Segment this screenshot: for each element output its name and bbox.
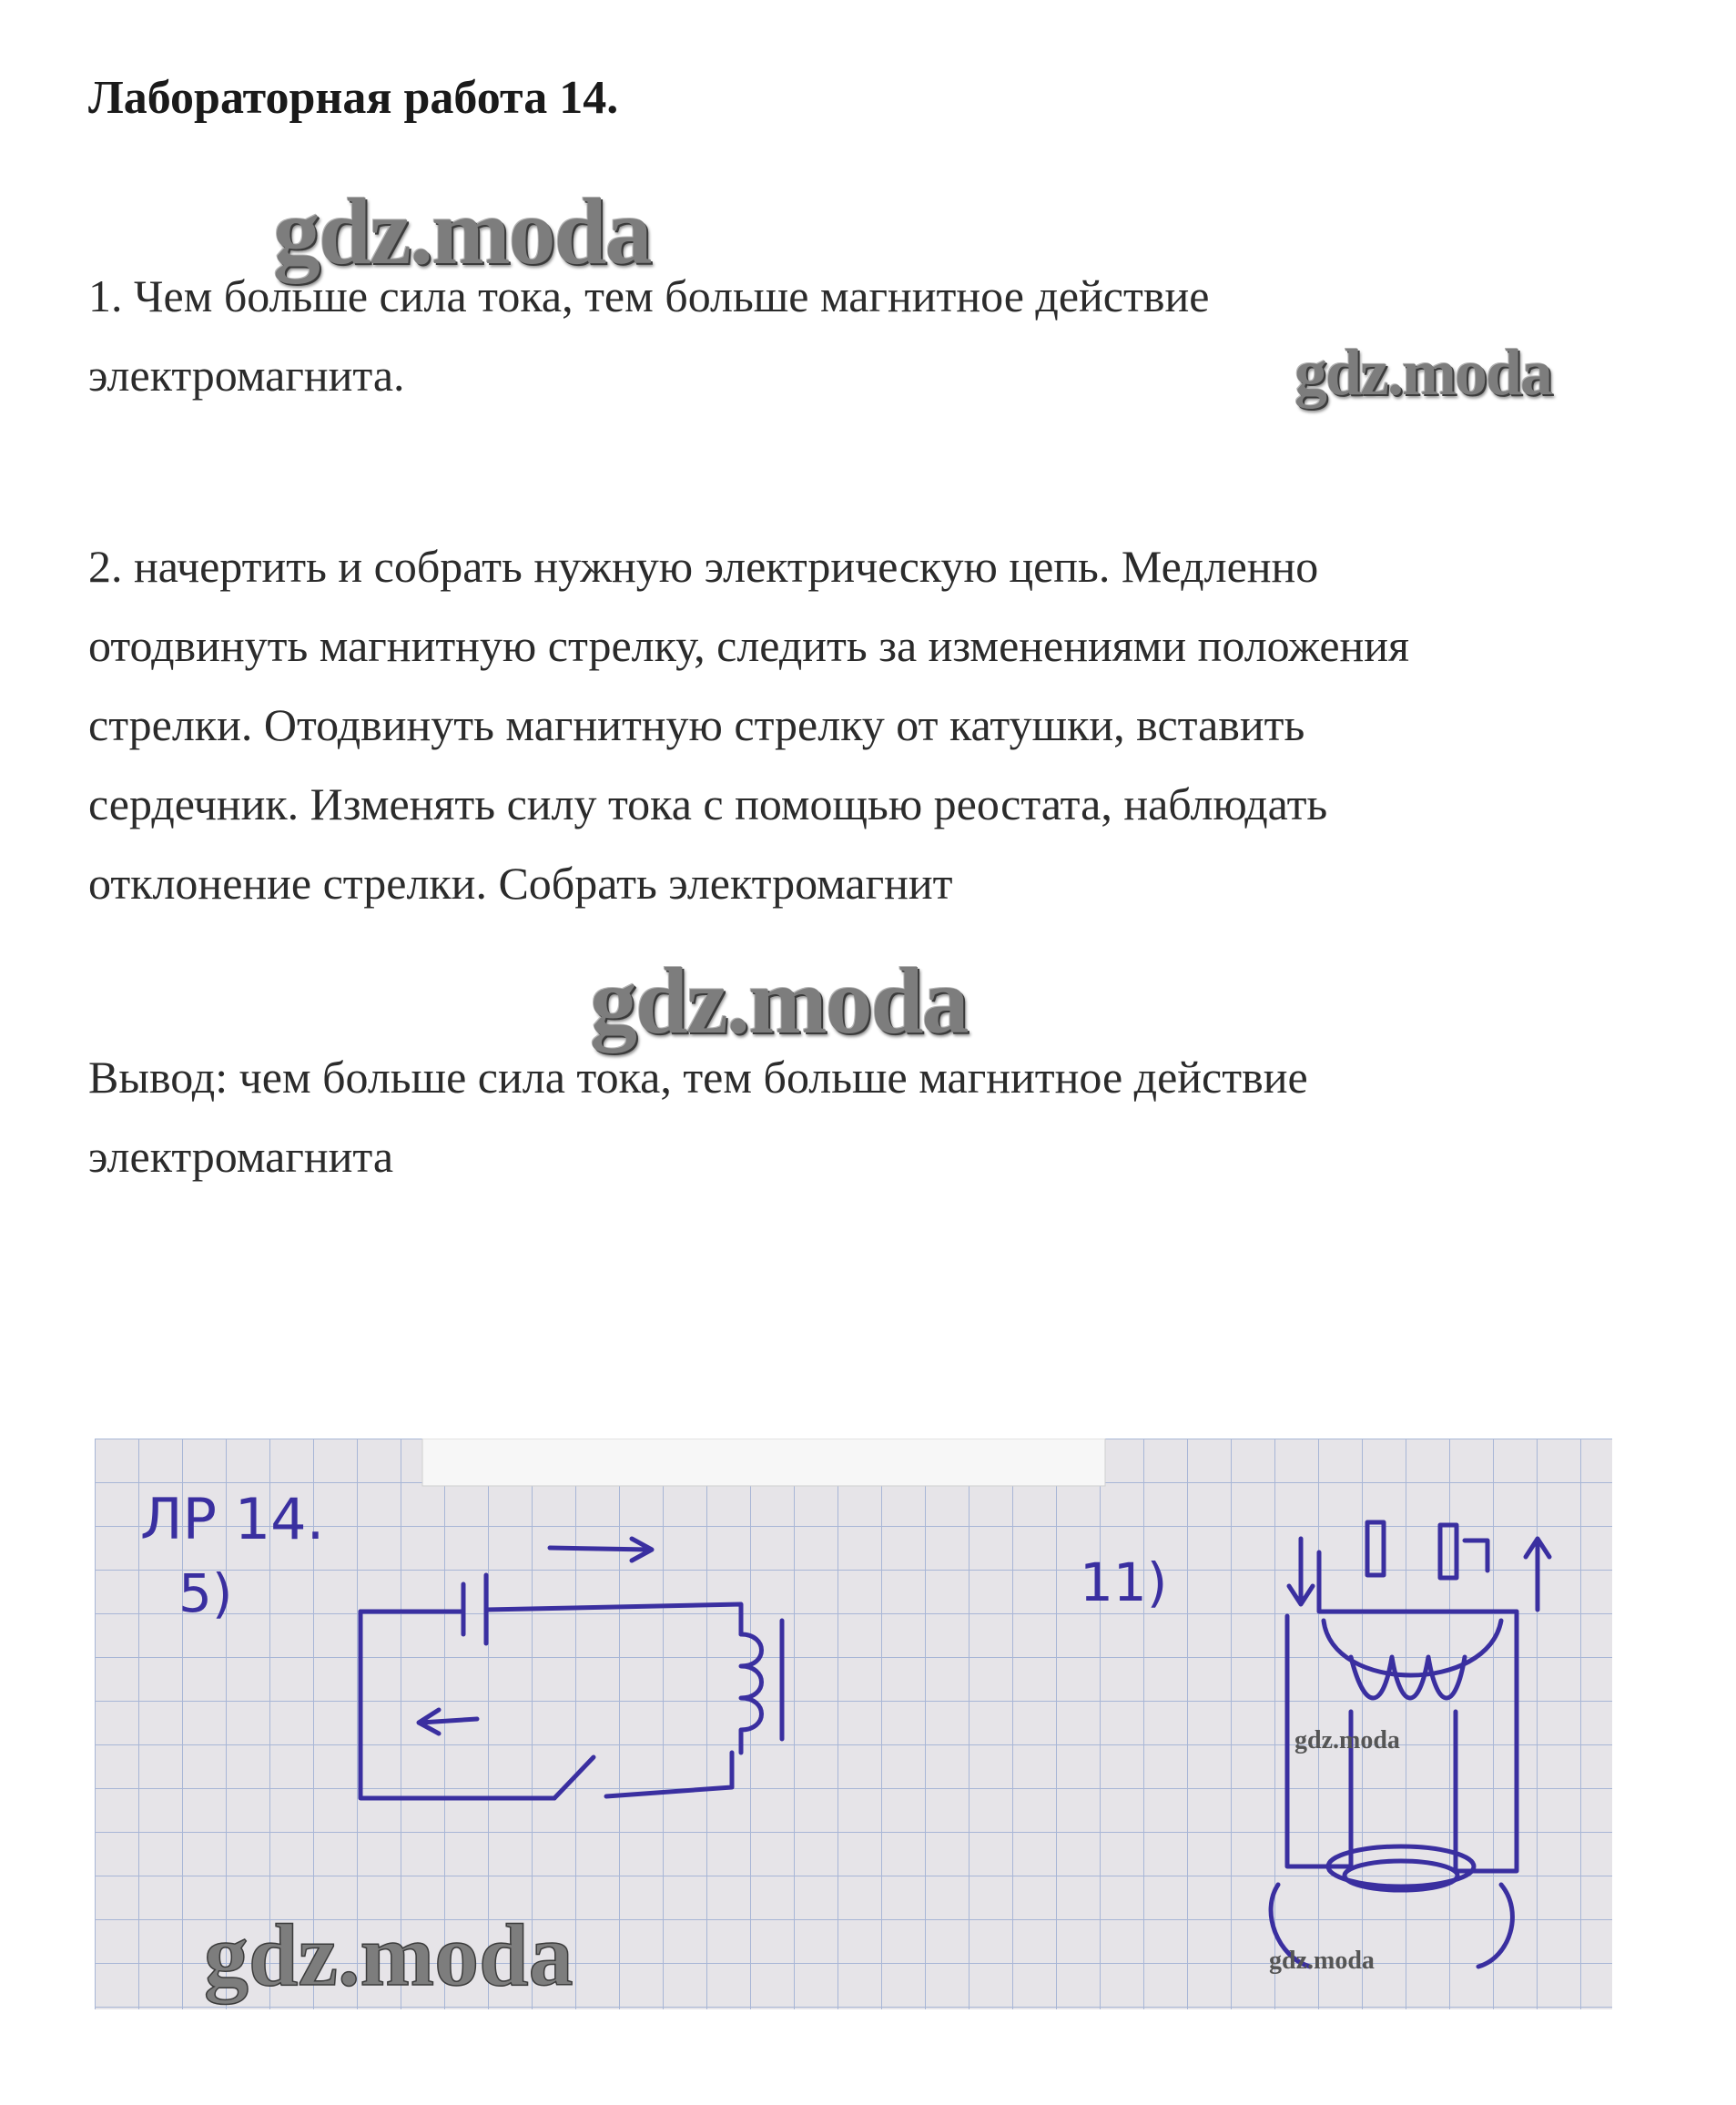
answer-2-line: 2. начертить и собрать нужную электрическую цепь. Медленно: [88, 541, 1319, 592]
paper-scrap: [422, 1439, 1105, 1486]
watermark: gdz.moda: [1294, 1726, 1400, 1754]
answer-2: [88, 527, 1409, 923]
watermark: gdz.moda: [1269, 1947, 1375, 1975]
watermark: gdz.moda: [1294, 336, 1552, 409]
answer-2-line: отодвинуть магнитную стрелку, следить за изменениями положения: [88, 620, 1410, 671]
notebook-photo: [95, 1439, 1612, 2009]
page-title: Лабораторная работа 14.: [88, 72, 619, 124]
answer-1-line: 1. Чем больше сила тока, тем больше магнитное действие: [88, 270, 1210, 321]
answer-2-line: отклонение стрелки. Собрать электромагнит: [88, 858, 953, 909]
watermark: gdz.moda: [273, 179, 651, 284]
answer-2-line: сердечник. Изменять силу тока с помощью реостата, наблюдать: [88, 778, 1328, 829]
photo-heading: ЛР 14.: [140, 1486, 325, 1552]
label-right: 11): [1080, 1551, 1168, 1613]
answer-2-line: стрелки. Отодвинуть магнитную стрелку от катушки, вставить: [88, 699, 1305, 750]
watermark: gdz.moda: [204, 1907, 574, 2005]
answer-1: [88, 257, 1209, 415]
answer-1-line: электромагнита.: [88, 350, 405, 401]
conclusion-line: электромагнита: [88, 1131, 394, 1182]
label-left: 5): [178, 1562, 233, 1624]
watermark: gdz.moda: [590, 949, 968, 1053]
conclusion: [88, 1038, 1308, 1196]
conclusion-line: Вывод: чем больше сила тока, тем больше магнитное действие: [88, 1052, 1308, 1103]
